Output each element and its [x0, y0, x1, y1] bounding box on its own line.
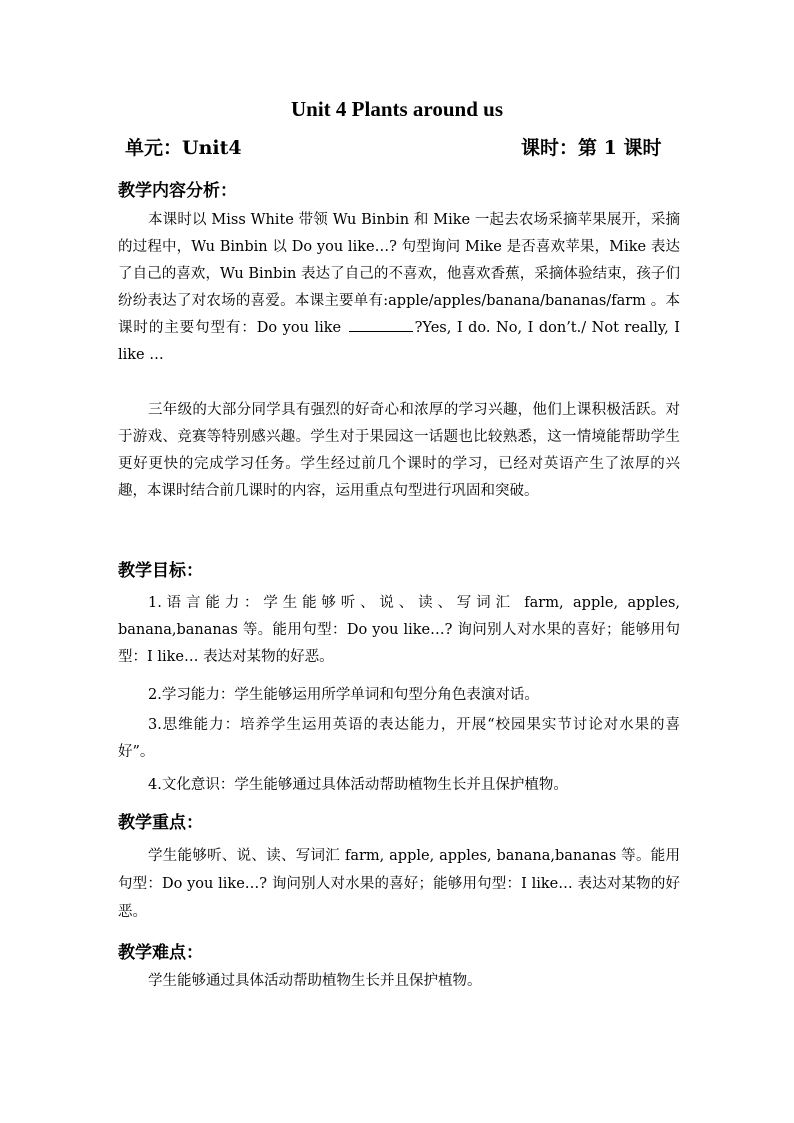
key-points-heading: 教学重点： — [118, 813, 203, 833]
difficulties-text: 学生能够通过具体活动帮助植物生长并且保护植物。 — [148, 973, 482, 989]
difficulties-heading: 教学难点： — [118, 943, 203, 963]
content-analysis-heading: 教学内容分析： — [118, 181, 237, 201]
key-points-text: 学生能够听、说、读、写词汇 farm, apple, apples, banana,bananas 等。能用句型：Do you like…? 询问别人对水果的喜好；能够用句型：I like… 表达对某物的好恶。 — [118, 848, 680, 920]
document-title: Unit 4 Plants around us — [290, 97, 503, 121]
content-analysis-paragraph-2: 三年级的大部分同学具有强烈的好奇心和浓厚的学习兴趣，他们上课积极活跃。对于游戏、竞赛等特别感兴趣。学生对于果园这一话题也比较熟悉，这一情境能帮助学生更好更快的完成学习任务。学生经过前几个课时的学习，已经对英语产生了浓厚的兴趣，本课时结合前几课时的内容，运用重点句型进行巩固和突破。 — [118, 402, 680, 499]
objective-item: 2.学习能力：学生能够运用所学单词和句型分角色表演对话。 — [148, 687, 539, 703]
objective-item: 4.文化意识：学生能够通过具体活动帮助植物生长并且保护植物。 — [148, 777, 568, 793]
fill-in-blank — [349, 319, 413, 332]
lesson-label: 课时：第 1 课时 — [521, 137, 662, 159]
objectives-heading: 教学目标： — [118, 561, 203, 581]
content-analysis-text-part-2: ?Yes, I do. No, I don’t./ Not really, I like … — [118, 320, 681, 363]
objective-item: 3.思维能力：培养学生运用英语的表达能力，开展“校园果实节讨论对水果的喜好”。 — [118, 717, 680, 760]
objective-item: 1.语言能力：学生能够听、说、读、写词汇 farm, apple, apples, banana,bananas 等。能用句型：Do you like…? 询问别人对水果的喜好；能够用句型：I like… 表达对某物的好恶。 — [118, 595, 680, 665]
unit-label: 单元：Unit4 — [125, 137, 242, 159]
content-analysis-paragraph-1 — [118, 207, 680, 369]
content-analysis-text-part-1: 本课时以 Miss White 带领 Wu Binbin 和 Mike 一起去农场采摘苹果展开，采摘的过程中，Wu Binbin 以 Do you like…? 句型询问 Mike 是否喜欢苹果，Mike 表达了自己的喜欢，Wu Binbin 表达了自己的不喜欢，他喜欢香蕉，采摘体验结束，孩子们纷纷表达了对农场的喜爱。本课主要单有:apple/apples/banana/bananas/farm 。本课时的主要句型有：Do you like — [118, 212, 680, 336]
